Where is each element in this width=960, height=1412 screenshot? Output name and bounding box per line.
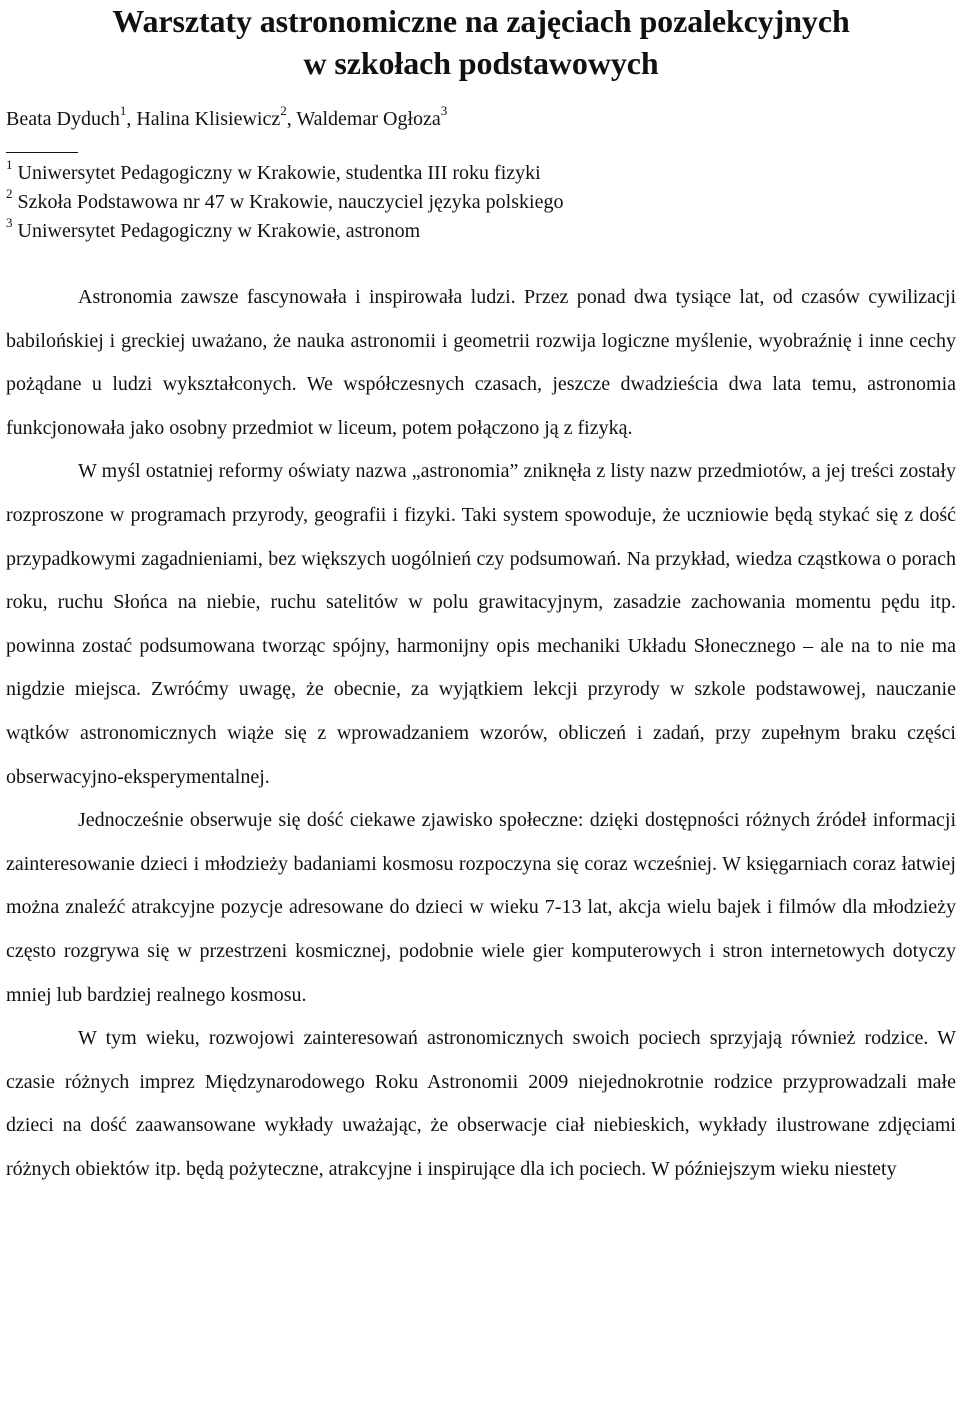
- author-list: [6, 103, 956, 132]
- affiliation-item: [6, 159, 956, 188]
- affiliation-list: [6, 159, 956, 246]
- footnote-divider: [6, 152, 78, 153]
- affiliation-text: Uniwersytet Pedagogiczny w Krakowie, studentka III roku fizyki: [12, 162, 541, 184]
- body-paragraph: W tym wieku, rozwojowi zainteresowań astronomicznych swoich pociech sprzyjają również rodzice. W czasie różnych imprez Międzynarodowego Roku Astronomii 2009 niejednokrotnie rodzice przyprowadzali małe dzieci na dość zaawansowane wykłady uważając, że obserwacje ciał niebieskich, wykłady ilustrowane zdjęciami różnych obiektów itp. będą pożyteczne, atrakcyjne i inspirujące dla ich pociech. W późniejszym wieku niestety: [6, 1027, 956, 1180]
- author-separator: ,: [126, 108, 137, 130]
- body-paragraph: W myśl ostatniej reformy oświaty nazwa „astronomia” zniknęła z listy nazw przedmiotów, a jej treści zostały rozproszone w programach przyrody, geografii i fizyki. Taki system spowoduje, że uczniowie będą stykać się z dość przypadkowymi zagadnieniami, bez większych uogólnień czy podsumowań. Na przykład, wiedza cząstkowa o porach roku, ruchu Słońca na niebie, ruchu satelitów w polu grawitacyjnym, zasadzie zachowania momentu pędu itp. powinna zostać podsumowana tworząc spójny, harmonijny opis mechaniki Układu Słonecznego – ale na to nie ma nigdzie miejsca. Zwróćmy uwagę, że obecnie, za wyjątkiem lekcji przyrody w szkole podstawowej, nauczanie wątków astronomicznych wiąże się z wprowadzaniem wzorów, obliczeń i zadań, przy zupełnym braku części obserwacyjno-eksperymentalnej.: [6, 460, 956, 788]
- body-paragraph: Astronomia zawsze fascynowała i inspirowała ludzi. Przez ponad dwa tysiące lat, od czasów cywilizacji babilońskiej i greckiej uważano, że nauka astronomii i geometrii rozwija logiczne myślenie, wyobraźnię i inne cechy pożądane u ludzi wykształconych. We współczesnych czasach, jeszcze dwadzieścia dwa lata temu, astronomia funkcjonowała jako osobny przedmiot w liceum, potem połączono ją z fizyką.: [6, 286, 956, 439]
- article-body: [6, 276, 956, 1191]
- author-affiliation-mark: 3: [440, 103, 448, 119]
- body-paragraph: Jednocześnie obserwuje się dość ciekawe zjawisko społeczne: dzięki dostępności różnych źródeł informacji zainteresowanie dzieci i młodzieży badaniami kosmosu rozpoczyna się coraz wcześniej. W księgarniach coraz łatwiej można znaleźć atrakcyjne pozycje adresowane do dzieci w wieku 7-13 lat, akcja wielu bajek i filmów dla młodzieży często rozgrywa się w przestrzeni kosmicznej, podobnie wiele gier komputerowych i stron internetowych dotyczy mniej lub bardziej realnego kosmosu.: [6, 809, 956, 1006]
- affiliation-mark: 3: [6, 215, 13, 231]
- author-separator: ,: [286, 108, 297, 130]
- affiliation-item: [6, 188, 956, 217]
- document-page: [6, 0, 956, 1191]
- author-name: Beata Dyduch: [6, 108, 120, 130]
- affiliation-item: [6, 217, 956, 246]
- affiliation-text: Szkoła Podstawowa nr 47 w Krakowie, nauczyciel języka polskiego: [12, 191, 564, 213]
- title-line-1: Warsztaty astronomiczne na zajęciach pozalekcyjnych: [112, 3, 850, 39]
- author-affiliation-mark: 2: [280, 103, 287, 119]
- author-name: Waldemar Ogłoza: [296, 108, 441, 130]
- affiliation-mark: 1: [6, 157, 13, 173]
- title-line-2: w szkołach podstawowych: [303, 45, 659, 81]
- affiliation-mark: 2: [6, 186, 13, 202]
- affiliation-text: Uniwersytet Pedagogiczny w Krakowie, astronom: [12, 220, 421, 242]
- author-affiliation-mark: 1: [119, 103, 127, 119]
- document-title: [6, 0, 956, 84]
- author-name: Halina Klisiewicz: [136, 108, 281, 130]
